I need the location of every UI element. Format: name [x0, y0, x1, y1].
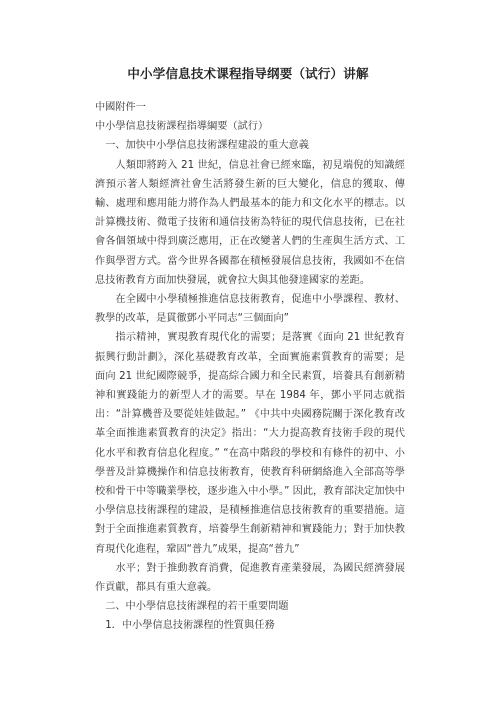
body-paragraph-3: 指示精神，實現教育現代化的需要；是落實《面向 21 世紀教育振興行動計劃》，深化基礎教育改革，全面實施素質教育的需要；是面向 21 世紀國際競爭，提高綜合國力和全民素質，培養具有創新精神和實踐能力的新型人才的需要。早在 1984 年，鄧小平同志就指出：“計算機普及要從娃娃做起。” 《中共中央國務院關于深化教育改革全面推進素質教育的決定》指出：“大力提高教育技術手段的現代化水平和教育信息化程度。” “在高中階段的學校和有條件的初中、小學普及計算機操作和信息技術教育，使教育科研網絡進入全部高等學校和骨干中等職業學校，逐步進入中小學。” 因此，教育部決定加快中小學信息技術課程的建設，是積極推進信息技術教育的重要措施。這對于全面推進素質教育，培養學生創新精神和實踐能力；對于加快教育現代化進程，鞏固“普九”成果，提高“普九” [95, 332, 405, 555]
body-paragraph-1: 人類即將跨入 21 世紀，信息社會已經來臨，初見端倪的知識經濟預示著人類經濟社會生活將發生新的巨大變化，信息的獲取、傳輸、處理和應用能力將作為人們最基本的能力和文化水平的標志。以計算機技術、微電子技術和通信技術為特征的現代信息技術，已在社會各個領域中得到廣泛應用，正在改變著人們的生產與生活方式、工作與學習方式。當今世界各國都在積極發展信息技術，我國如不在信息技術教育方面加快發展，就會拉大與其他發達國家的差距。 [95, 159, 405, 286]
section-heading-2: 二、中小學信息技術課程的若干重要問題 [105, 601, 289, 613]
attachment-label: 中國附件一 [95, 102, 146, 113]
subtitle: 中小學信息技術課程指導綱要（試行） [95, 121, 269, 133]
subsection-heading-1: 1．中小學信息技術課程的性質與任務 [105, 620, 275, 632]
body-paragraph-2: 在全國中小學積極推進信息技術教育，促進中小學課程、教材、教學的改革，是貫徹鄧小平同志“三個面向” [95, 294, 405, 325]
document-title: 中小学信息技术课程指导纲要（试行）讲解 [127, 66, 369, 81]
section-heading-1: 一、加快中小學信息技術課程建設的重大意義 [105, 140, 309, 152]
body-paragraph-4: 水平；對于推動教育消費，促進教育產業發展，為國民經濟發展作貢獻，都具有重大意義。 [95, 562, 405, 594]
document-body [95, 98, 405, 636]
